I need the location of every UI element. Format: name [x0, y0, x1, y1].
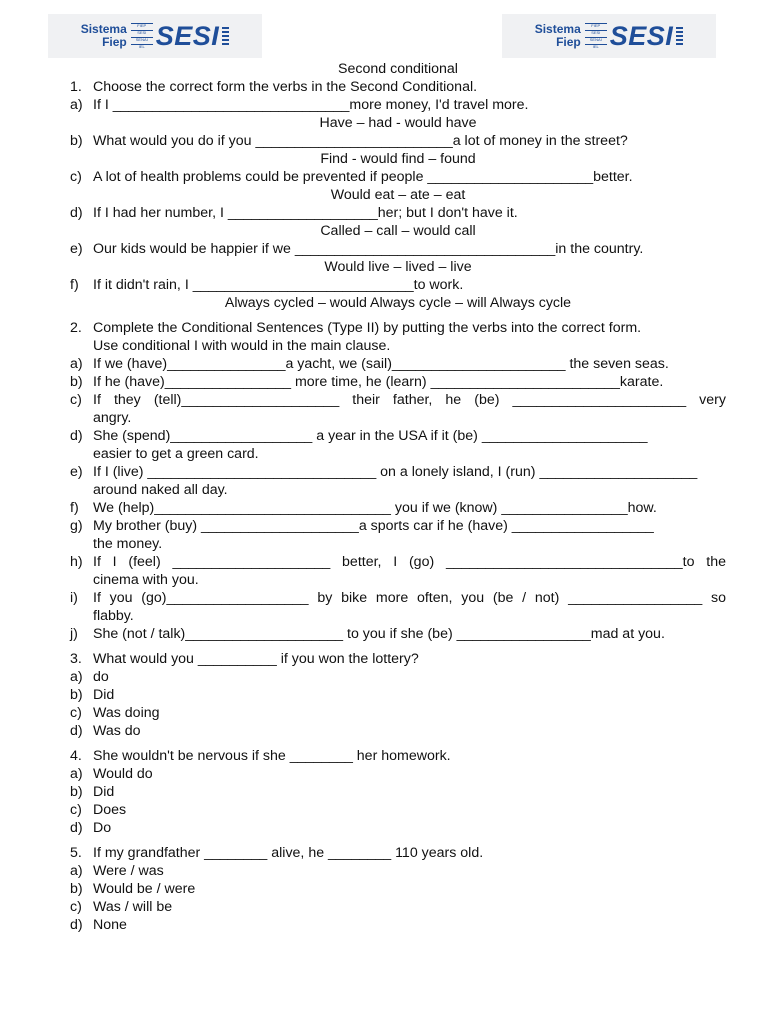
item-number: b)	[70, 687, 83, 703]
item-text: cinema with you.	[93, 572, 199, 588]
item-number: 2.	[70, 320, 82, 336]
logo-institutions: FIEP SESI SENAI IEL	[585, 23, 607, 50]
item-number: a)	[70, 356, 83, 372]
item-text: Was doing	[93, 705, 160, 721]
worksheet-line	[70, 240, 726, 258]
worksheet-line	[70, 880, 726, 898]
item-number: c)	[70, 899, 82, 915]
worksheet-line	[70, 319, 726, 337]
item-text: around naked all day.	[93, 482, 228, 498]
page-title: Second conditional	[338, 61, 458, 77]
worksheet-line	[70, 78, 726, 96]
item-text: If I (feel) ____________________ better, I (go) ______________________________to the	[93, 554, 726, 570]
item-number: b)	[70, 784, 83, 800]
logo-brand: SESI	[155, 20, 220, 51]
item-number: 1.	[70, 79, 82, 95]
item-number: d)	[70, 428, 83, 444]
item-text: We (help)______________________________ you if we (know) ________________how.	[93, 500, 657, 516]
item-text: She (not / talk)____________________ to you if she (be) _________________mad at you.	[93, 626, 665, 642]
item-number: i)	[70, 590, 78, 606]
worksheet-line	[70, 722, 726, 740]
item-number: 4.	[70, 748, 82, 764]
item-text: She wouldn't be nervous if she ________ her homework.	[93, 748, 451, 764]
worksheet-line	[70, 844, 726, 862]
worksheet-line	[70, 553, 726, 571]
worksheet-line	[70, 650, 726, 668]
logo-brand: SESI	[609, 20, 674, 51]
worksheet-line	[70, 625, 726, 643]
item-number: a)	[70, 766, 83, 782]
item-text: If I had her number, I ___________________her; but I don't have it.	[93, 205, 518, 221]
item-text: the money.	[93, 536, 163, 552]
worksheet-line	[70, 445, 726, 463]
item-text: Was / will be	[93, 899, 173, 915]
worksheet-line	[70, 373, 726, 391]
worksheet-line	[70, 916, 726, 934]
item-number: b)	[70, 374, 83, 390]
item-text: What would you do if you _________________________a lot of money in the street?	[93, 133, 628, 149]
item-number: c)	[70, 802, 82, 818]
item-text: easier to get a green card.	[93, 446, 259, 462]
item-text: If I (live) _____________________________ on a lonely island, I (run) ____________________	[93, 464, 698, 480]
worksheet-line	[70, 427, 726, 445]
worksheet-line	[70, 747, 726, 765]
answer-options: Have – had - would have	[319, 115, 477, 131]
item-text: My brother (buy) ____________________a sports car if he (have) __________________	[93, 518, 654, 534]
worksheet-line	[70, 168, 726, 186]
item-text: Use conditional I with would in the main clause.	[93, 338, 391, 354]
worksheet-line	[70, 783, 726, 801]
item-text: Choose the correct form the verbs in the Second Conditional.	[93, 79, 478, 95]
item-text: A lot of health problems could be prevented if people _____________________better.	[93, 169, 633, 185]
worksheet-line	[70, 607, 726, 625]
logo-sistema-text: Sistema Fiep	[534, 22, 581, 49]
item-text: flabby.	[93, 608, 134, 624]
logo-sistema-text: Sistema Fiep	[80, 22, 127, 49]
worksheet-line	[70, 765, 726, 783]
item-text: If they (tell)____________________ their father, he (be) ______________________ very	[93, 392, 726, 408]
item-text: None	[93, 917, 127, 933]
item-text: Does	[93, 802, 127, 818]
item-number: a)	[70, 863, 83, 879]
worksheet-line	[70, 96, 726, 114]
worksheet-line	[70, 409, 726, 427]
spacer	[70, 312, 726, 319]
worksheet-line	[70, 535, 726, 553]
item-number: f)	[70, 277, 79, 293]
worksheet-lines	[70, 78, 726, 934]
spacer	[70, 740, 726, 747]
worksheet-line	[70, 898, 726, 916]
worksheet-line	[70, 704, 726, 722]
worksheet-line	[70, 517, 726, 535]
item-text: Would be / were	[93, 881, 196, 897]
spacer	[70, 837, 726, 844]
item-number: h)	[70, 554, 83, 570]
worksheet-line	[70, 819, 726, 837]
item-text: If we (have)_______________a yacht, we (sail)______________________ the seven seas.	[93, 356, 669, 372]
worksheet-line	[70, 589, 726, 607]
item-text: If I ______________________________more money, I'd travel more.	[93, 97, 529, 113]
item-number: b)	[70, 881, 83, 897]
worksheet-line	[70, 391, 726, 409]
item-number: d)	[70, 205, 83, 221]
worksheet-line	[70, 132, 726, 150]
item-text: Were / was	[93, 863, 164, 879]
answer-options: Called – call – would call	[320, 223, 476, 239]
item-text: Did	[93, 784, 115, 800]
item-text: do	[93, 669, 109, 685]
item-number: g)	[70, 518, 83, 534]
item-number: 3.	[70, 651, 82, 667]
worksheet	[70, 60, 726, 934]
item-number: b)	[70, 133, 83, 149]
worksheet-line	[70, 355, 726, 373]
item-number: d)	[70, 917, 83, 933]
worksheet-line	[70, 801, 726, 819]
worksheet-line	[70, 686, 726, 704]
item-number: a)	[70, 97, 83, 113]
item-text: angry.	[93, 410, 132, 426]
item-number: e)	[70, 464, 83, 480]
worksheet-line	[70, 204, 726, 222]
item-text: If you (go)__________________ by bike more often, you (be / not) _________________ so	[93, 590, 726, 606]
item-number: c)	[70, 392, 82, 408]
answer-options: Would eat – ate – eat	[330, 187, 466, 203]
item-number: 5.	[70, 845, 82, 861]
item-text: She (spend)__________________ a year in the USA if it (be) _____________________	[93, 428, 648, 444]
item-number: a)	[70, 669, 83, 685]
item-text: Was do	[93, 723, 141, 739]
item-number: d)	[70, 723, 83, 739]
worksheet-line	[70, 862, 726, 880]
sesi-logo	[502, 14, 716, 58]
logo-bars-icon	[222, 27, 229, 45]
worksheet-line	[70, 463, 726, 481]
worksheet-line	[70, 499, 726, 517]
item-text: Would do	[93, 766, 153, 782]
item-text: Complete the Conditional Sentences (Type II) by putting the verbs into the correct form.	[93, 320, 642, 336]
item-number: c)	[70, 169, 82, 185]
item-number: e)	[70, 241, 83, 257]
spacer	[70, 643, 726, 650]
item-text: Did	[93, 687, 115, 703]
sesi-logo	[48, 14, 262, 58]
worksheet-line	[70, 337, 726, 355]
logo-institutions: FIEP SESI SENAI IEL	[131, 23, 153, 50]
worksheet-line	[70, 571, 726, 589]
item-text: If it didn't rain, I ____________________________to work.	[93, 277, 464, 293]
logo-bars-icon	[676, 27, 683, 45]
worksheet-line	[70, 276, 726, 294]
item-number: d)	[70, 820, 83, 836]
item-text: If he (have)________________ more time, he (learn) ________________________karate.	[93, 374, 664, 390]
item-text: Do	[93, 820, 112, 836]
answer-options: Would live – lived – live	[324, 259, 472, 275]
item-number: f)	[70, 500, 79, 516]
item-number: c)	[70, 705, 82, 721]
item-number: j)	[70, 626, 78, 642]
answer-options: Always cycled – would Always cycle – will Always cycle	[224, 295, 572, 311]
answer-options: Find - would find – found	[320, 151, 476, 167]
item-text: What would you __________ if you won the lottery?	[93, 651, 419, 667]
item-text: If my grandfather ________ alive, he ________ 110 years old.	[93, 845, 484, 861]
worksheet-line	[70, 481, 726, 499]
worksheet-line	[70, 668, 726, 686]
item-text: Our kids would be happier if we _________________________________in the country.	[93, 241, 644, 257]
